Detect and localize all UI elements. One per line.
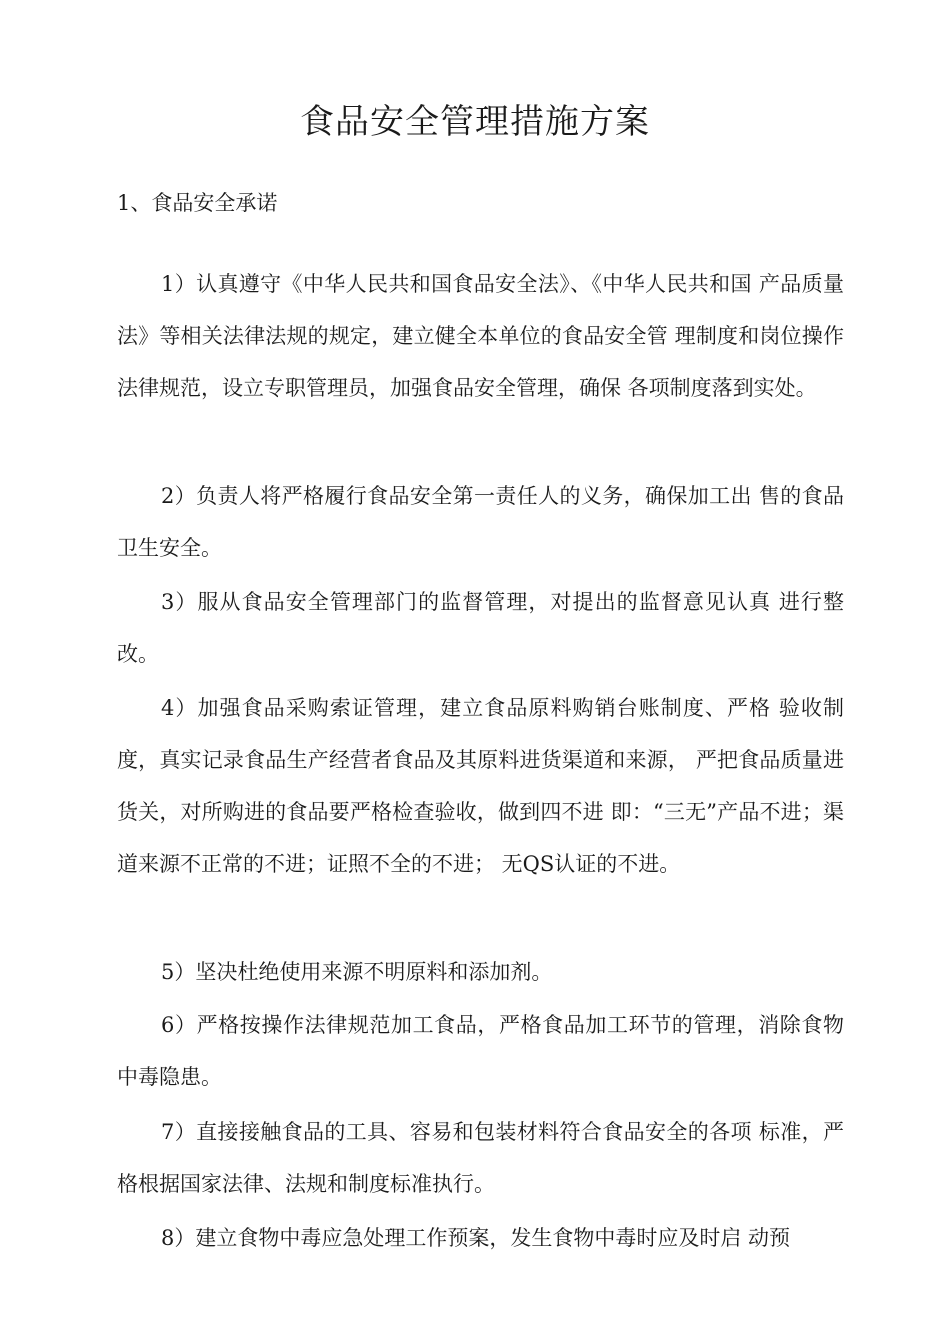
paragraph-8: 8）建立食物中毒应急处理工作预案，发生食物中毒时应及时启 动预 — [161, 1226, 791, 1250]
section-heading: 1、食品安全承诺 — [117, 191, 278, 215]
paragraph-2: 2）负责人将严格履行食品安全第一责任人的义务，确保加工出 售的食品卫生安全。 — [117, 484, 844, 560]
paragraph-7: 7）直接接触食品的工具、容易和包装材料符合食品安全的各项 标准，严格根据国家法律、法规和制度标准执行。 — [117, 1120, 844, 1196]
paragraph-5: 5）坚决杜绝使用来源不明原料和添加剂。 — [161, 960, 553, 984]
paragraph-3: 3）服从食品安全管理部门的监督管理，对提出的监督意见认真 进行整改。 — [117, 590, 844, 666]
document-title: 食品安全管理措施方案 — [300, 102, 650, 142]
paragraph-1: 1）认真遵守《中华人民共和国食品安全法》、《中华人民共和国 产品质量法》等相关法律法规的规定，建立健全本单位的食品安全管 理制度和岗位操作法律规范，设立专职管理员，加强食品安全管理，确保 各项制度落到实处。 — [117, 272, 844, 400]
paragraph-4: 4）加强食品采购索证管理，建立食品原料购销台账制度、严格 验收制度，真实记录食品生产经营者食品及其原料进货渠道和来源， 严把食品质量进货关，对所购进的食品要严格检查验收，做到四不进 即：“三无”产品不进；渠道来源不正常的不进；证照不全的不进； 无QS认证的不进。 — [117, 696, 844, 876]
paragraph-6: 6）严格按操作法律规范加工食品，严格食品加工环节的管理，消除食物中毒隐患。 — [117, 1013, 844, 1089]
